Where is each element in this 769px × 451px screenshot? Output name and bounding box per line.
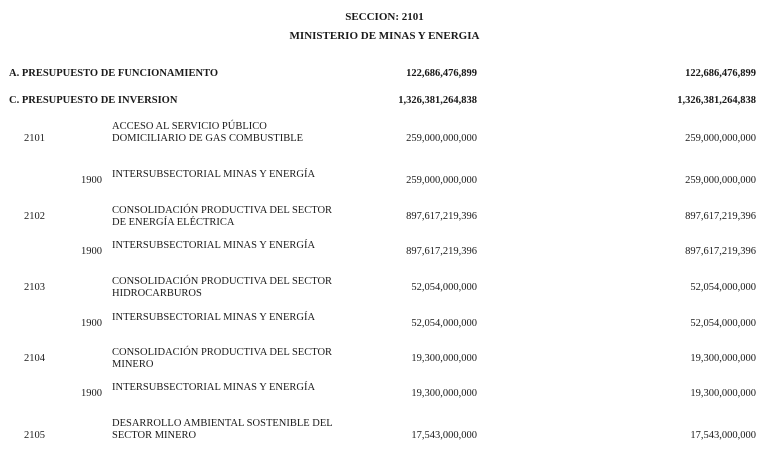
value-2: 17,543,000,000	[690, 430, 756, 441]
program-description: DESARROLLO AMBIENTAL SOSTENIBLE DEL SECTOR MINERO	[112, 418, 333, 441]
program-description: INTERSUBSECTORIAL MINAS Y ENERGÍA	[112, 240, 316, 251]
program-code: 2105	[24, 430, 45, 441]
value-2: 259,000,000,000	[685, 133, 756, 144]
value-2: 19,300,000,000	[690, 388, 756, 399]
value-1: 259,000,000,000	[406, 133, 477, 144]
subprogram-code: 1900	[81, 175, 102, 186]
summary-value-2: 1,326,381,264,838	[677, 95, 756, 106]
program-description: CONSOLIDACIÓN PRODUCTIVA DEL SECTOR DE ENERGÍA ELÉCTRICA	[112, 205, 333, 228]
value-1: 897,617,219,396	[406, 211, 477, 222]
program-code: 2104	[24, 353, 45, 364]
program-description: INTERSUBSECTORIAL MINAS Y ENERGÍA	[112, 169, 316, 180]
ministry-title: MINISTERIO DE MINAS Y ENERGIA	[289, 30, 480, 42]
program-description: INTERSUBSECTORIAL MINAS Y ENERGÍA	[112, 312, 316, 323]
program-description: INTERSUBSECTORIAL MINAS Y ENERGÍA	[112, 382, 316, 393]
value-2: 897,617,219,396	[685, 246, 756, 257]
program-description: ACCESO AL SERVICIO PÚBLICO DOMICILIARIO DE GAS COMBUSTIBLE	[112, 121, 304, 144]
program-description: CONSOLIDACIÓN PRODUCTIVA DEL SECTOR MINERO	[112, 347, 333, 370]
section-title: SECCION: 2101	[345, 11, 424, 23]
value-2: 52,054,000,000	[690, 318, 756, 329]
summary-value-1: 1,326,381,264,838	[398, 95, 477, 106]
value-1: 17,543,000,000	[411, 430, 477, 441]
subprogram-code: 1900	[81, 388, 102, 399]
value-1: 897,617,219,396	[406, 246, 477, 257]
value-2: 19,300,000,000	[690, 353, 756, 364]
value-1: 52,054,000,000	[411, 318, 477, 329]
value-1: 19,300,000,000	[411, 388, 477, 399]
value-2: 897,617,219,396	[685, 211, 756, 222]
program-description: CONSOLIDACIÓN PRODUCTIVA DEL SECTOR HIDROCARBUROS	[112, 276, 333, 299]
value-1: 52,054,000,000	[411, 282, 477, 293]
value-1: 259,000,000,000	[406, 175, 477, 186]
summary-value-2: 122,686,476,899	[685, 68, 756, 79]
program-code: 2103	[24, 282, 45, 293]
value-1: 19,300,000,000	[411, 353, 477, 364]
value-2: 259,000,000,000	[685, 175, 756, 186]
subprogram-code: 1900	[81, 246, 102, 257]
summary-label: A. PRESUPUESTO DE FUNCIONAMIENTO	[9, 68, 219, 79]
program-code: 2101	[24, 133, 45, 144]
program-code: 2102	[24, 211, 45, 222]
summary-value-1: 122,686,476,899	[406, 68, 477, 79]
value-2: 52,054,000,000	[690, 282, 756, 293]
summary-label: C. PRESUPUESTO DE INVERSION	[9, 95, 178, 106]
subprogram-code: 1900	[81, 318, 102, 329]
